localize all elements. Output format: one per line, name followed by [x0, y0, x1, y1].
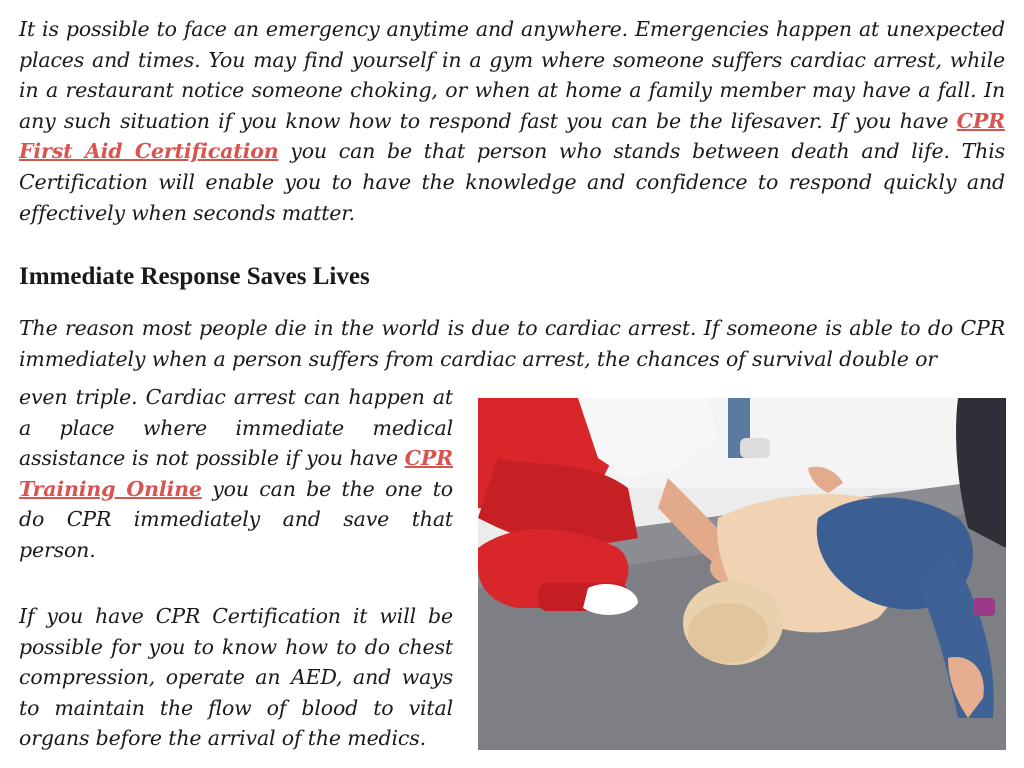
intro-text-after: you can be that person who stands between death and life. This Certification will enable you to have the knowledge and confidence to respond quickly and effectively when seconds matter. [19, 139, 1005, 225]
cardiac-arrest-paragraph: The reason most people die in the world is due to cardiac arrest. If someone is able to do CPR immediately when a person suffers from cardiac arrest, the chances of survival double or [19, 316, 1005, 371]
cpr-first-aid-certification-link[interactable]: CPR First Aid Certification [19, 108, 1005, 164]
immediate-cpr-text-before: even triple. Cardiac arrest can happen at a place where immediate medical assistance is not possible if you have [19, 385, 453, 471]
cpr-training-illustration [478, 398, 1006, 750]
intro-text-before: It is possible to face an emergency anytime and anywhere. Emergencies happen at unexpected places and times. You may find yourself in a gym where someone suffers cardiac arrest, while in a restaurant notice someone choking, or when at home a family member may have a fall. In any such situation if you know how to respond fast you can be the lifesaver. If you have [19, 17, 1005, 133]
section-heading: Immediate Response Saves Lives [19, 263, 370, 290]
immediate-cpr-text-after: you can be the one to do CPR immediately and save that person. [19, 476, 453, 562]
cpr-training-online-link[interactable]: CPR Training Online [19, 446, 453, 501]
certification-benefits-paragraph: If you have CPR Certification it will be possible for you to know how to do chest compression, operate an AED, and ways to maintain the flow of blood to vital organs before the arrival of the medics. [19, 604, 453, 751]
cpr-training-photo [478, 398, 1006, 750]
immediate-cpr-paragraph [19, 382, 453, 566]
intro-paragraph [19, 14, 1005, 228]
